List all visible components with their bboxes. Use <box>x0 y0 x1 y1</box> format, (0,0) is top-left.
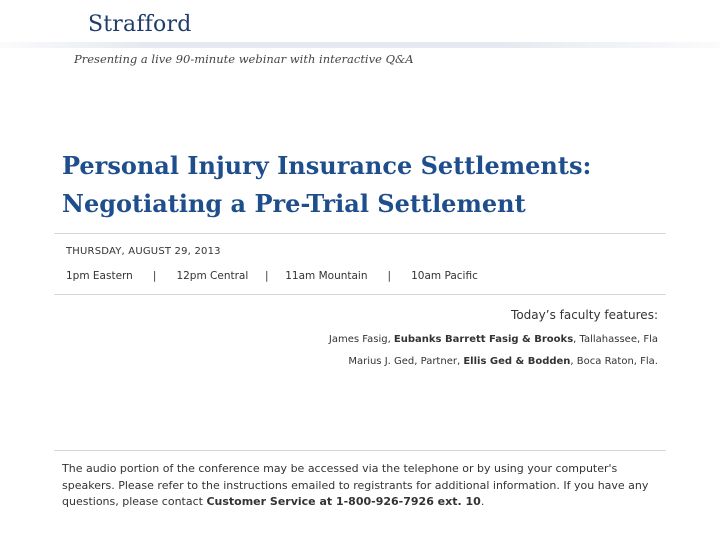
audio-instructions-end: . <box>480 495 485 508</box>
time-separator: | <box>152 270 157 282</box>
speaker-1-location: , Tallahassee, Fla <box>573 334 658 345</box>
faculty-heading: Today’s faculty features: <box>511 308 658 322</box>
webinar-date: THURSDAY, AUGUST 29, 2013 <box>66 246 221 257</box>
speaker-2-location: , Boca Raton, Fla. <box>570 356 658 367</box>
audio-instructions-text: The audio portion of the conference may be accessed via the telephone or by using your computer's speakers. Please refer to the instructions emailed to registrants for additional information. If you have any questions, please contact <box>62 462 649 508</box>
speaker-2-firm: Ellis Ged & Bodden <box>463 356 571 367</box>
time-mountain: 11am Mountain <box>285 270 368 282</box>
webinar-times <box>66 270 478 282</box>
title-line-1: Personal Injury Insurance Settlements: <box>62 151 592 180</box>
speaker-2-name: Marius J. Ged, Partner, <box>348 356 464 367</box>
strafford-logo: Strafford <box>88 12 192 37</box>
customer-service-contact: Customer Service at 1-800-926-7926 ext. 10 <box>206 495 481 508</box>
webinar-tagline: Presenting a live 90-minute webinar with interactive Q&A <box>74 52 414 66</box>
time-central: 12pm Central <box>176 270 249 282</box>
divider-top <box>54 233 666 234</box>
time-separator: | <box>387 270 392 282</box>
divider-bottom <box>54 450 666 451</box>
audio-instructions <box>62 461 662 511</box>
speaker-1-firm: Eubanks Barrett Fasig & Brooks <box>393 334 574 345</box>
speaker-2 <box>348 356 658 367</box>
divider-middle <box>54 294 666 295</box>
time-pacific: 10am Pacific <box>411 270 478 282</box>
title-line-2: Negotiating a Pre-Trial Settlement <box>62 189 526 218</box>
speaker-1 <box>329 334 658 345</box>
speaker-1-name: James Fasig, <box>328 334 394 345</box>
page-title <box>62 147 682 223</box>
time-separator: | <box>264 270 269 282</box>
header-divider <box>0 42 720 48</box>
time-eastern: 1pm Eastern <box>66 270 133 282</box>
